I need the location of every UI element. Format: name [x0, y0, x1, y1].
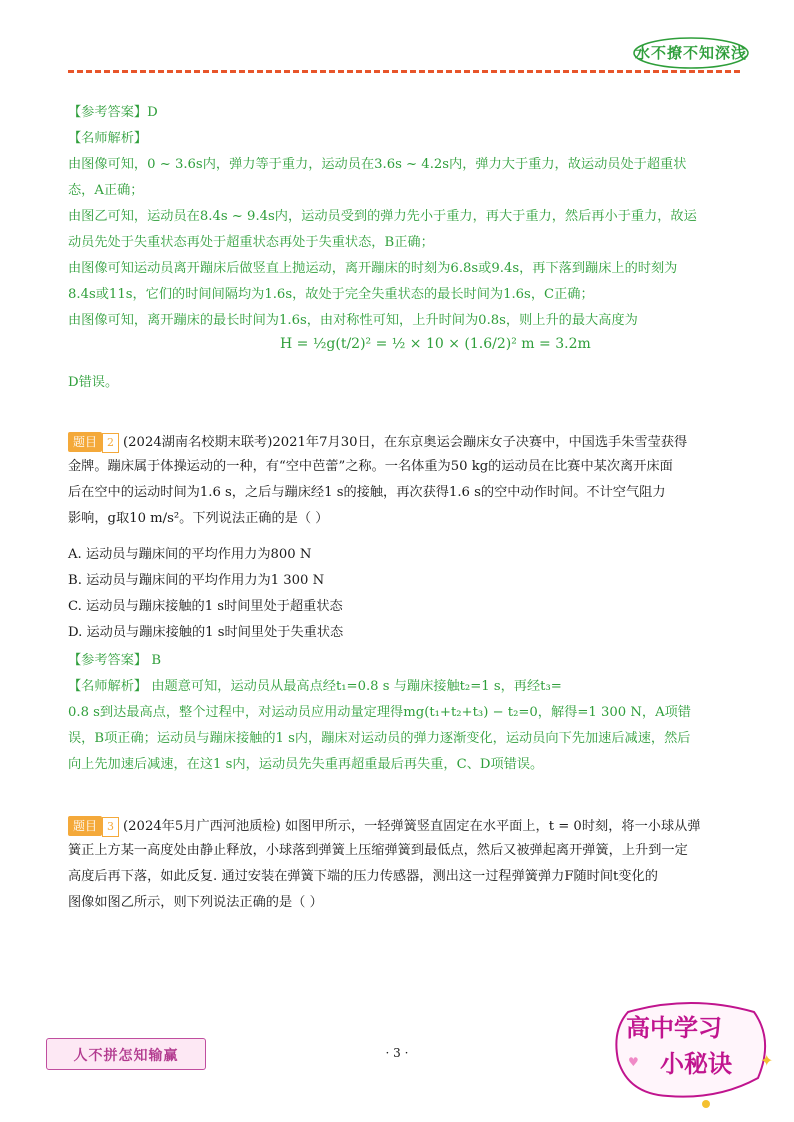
height-formula: H = ½g(t/2)² = ½ × 10 × (1.6/2)² m = 3.2m: [280, 336, 591, 352]
question-2-line-1: [68, 432, 687, 453]
analysis-last-line: D错误。: [68, 375, 119, 390]
analysis-line: 【名师解析】 由题意可知，运动员从最高点经t₁=0.8 s 与蹦床接触t₂=1 s，再经t₃=: [68, 679, 562, 694]
option-a: A. 运动员与蹦床间的平均作用力为800 N: [68, 547, 312, 562]
analysis-line: 0.8 s到达最高点，整个过程中，对运动员应用动量定理得mg(t₁+t₂+t₃) − t₂=0，解得=1 300 N，A项错: [68, 705, 691, 720]
question-text: 后在空中的运动时间为1.6 s，之后与蹦床经1 s的接触，再次获得1.6 s的空中动作时间。不计空气阻力: [68, 485, 666, 500]
analysis-label-1: 【名师解析】: [68, 131, 148, 146]
question-text: 簧正上方某一高度处由静止释放，小球落到弹簧上压缩弹簧到最低点，然后又被弹起离开弹簧，上升到一定: [68, 843, 688, 858]
question-text: 影响，g取10 m/s²。下列说法正确的是（ ）: [68, 511, 329, 526]
heart-icon: ♥: [628, 1055, 639, 1069]
header-motto-text: 水不撩不知深浅: [634, 44, 747, 62]
question-text: 高度后再下落，如此反复. 通过安装在弹簧下端的压力传感器，测出这一过程弹簧弹力F随时间t变化的: [68, 869, 658, 884]
study-badge: [608, 1000, 774, 1110]
analysis-line: 由图像可知，0 ~ 3.6s内，弹力等于重力，运动员在3.6s ~ 4.2s内，弹力大于重力，故运动员处于超重状: [68, 157, 687, 172]
analysis-line: 态，A正确；: [68, 183, 144, 198]
analysis-line: 由图像可知运动员离开蹦床后做竖直上抛运动，离开蹦床的时刻为6.8s或9.4s，再下落到蹦床上的时刻为: [68, 261, 678, 276]
analysis-line: 由图乙可知，运动员在8.4s ~ 9.4s内，运动员受到的弹力先小于重力，再大于重力，然后再小于重力，故运: [68, 209, 697, 224]
ref-answer-1: 【参考答案】D: [68, 105, 158, 120]
header-motto: [632, 36, 750, 70]
analysis-line: 动员先处于失重状态再处于超重状态再处于失重状态，B正确；: [68, 235, 434, 250]
footer-motto-text: 人不拼怎知输赢: [73, 1048, 179, 1064]
question-label: 题目: [68, 432, 102, 452]
analysis-line: 向上先加速后减速，在这1 s内，运动员先失重再超重最后再失重，C、D项错误。: [68, 757, 544, 772]
question-text: (2024湖南名校期末联考)2021年7月30日，在东京奥运会蹦床女子决赛中，中国选手朱雪莹获得: [123, 435, 688, 450]
question-text: 图像如图乙所示，则下列说法正确的是（ ）: [68, 895, 323, 910]
ref-answer-2: 【参考答案】 B: [68, 653, 162, 668]
header-divider: [68, 70, 740, 73]
sparkle-icon: ✦: [760, 1051, 774, 1070]
option-c: C. 运动员与蹦床接触的1 s时间里处于超重状态: [68, 599, 343, 614]
option-d: D. 运动员与蹦床接触的1 s时间里处于失重状态: [68, 625, 344, 640]
page-number: · 3 ·: [385, 1046, 409, 1060]
badge-line-2: 小秘诀: [660, 1050, 732, 1078]
question-label: 题目: [68, 816, 102, 836]
badge-line-1: 高中学习: [626, 1014, 722, 1042]
question-text: (2024年5月广西河池质检) 如图甲所示，一轻弹簧竖直固定在水平面上，t = 0时刻，将一小球从弹: [123, 819, 701, 834]
analysis-line: 8.4s或11s，它们的时间间隔均为1.6s，故处于完全失重状态的最长时间为1.6s，C正确；: [68, 287, 594, 302]
question-number: 2: [102, 433, 119, 453]
option-b: B. 运动员与蹦床间的平均作用力为1 300 N: [68, 573, 325, 588]
question-number: 3: [102, 817, 119, 837]
question-text: 金牌。蹦床属于体操运动的一种，有“空中芭蕾”之称。一名体重为50 kg的运动员在比赛中某次离开床面: [68, 459, 673, 474]
analysis-line: 误，B项正确；运动员与蹦床接触的1 s内，蹦床对运动员的弹力逐渐变化，运动员向下先加速后减速，然后: [68, 731, 691, 746]
analysis-line: 由图像可知，离开蹦床的最长时间为1.6s，由对称性可知，上升时间为0.8s，则上升的最大高度为: [68, 313, 638, 328]
star-dot-icon: [702, 1100, 710, 1108]
question-3-line-1: [68, 816, 701, 837]
